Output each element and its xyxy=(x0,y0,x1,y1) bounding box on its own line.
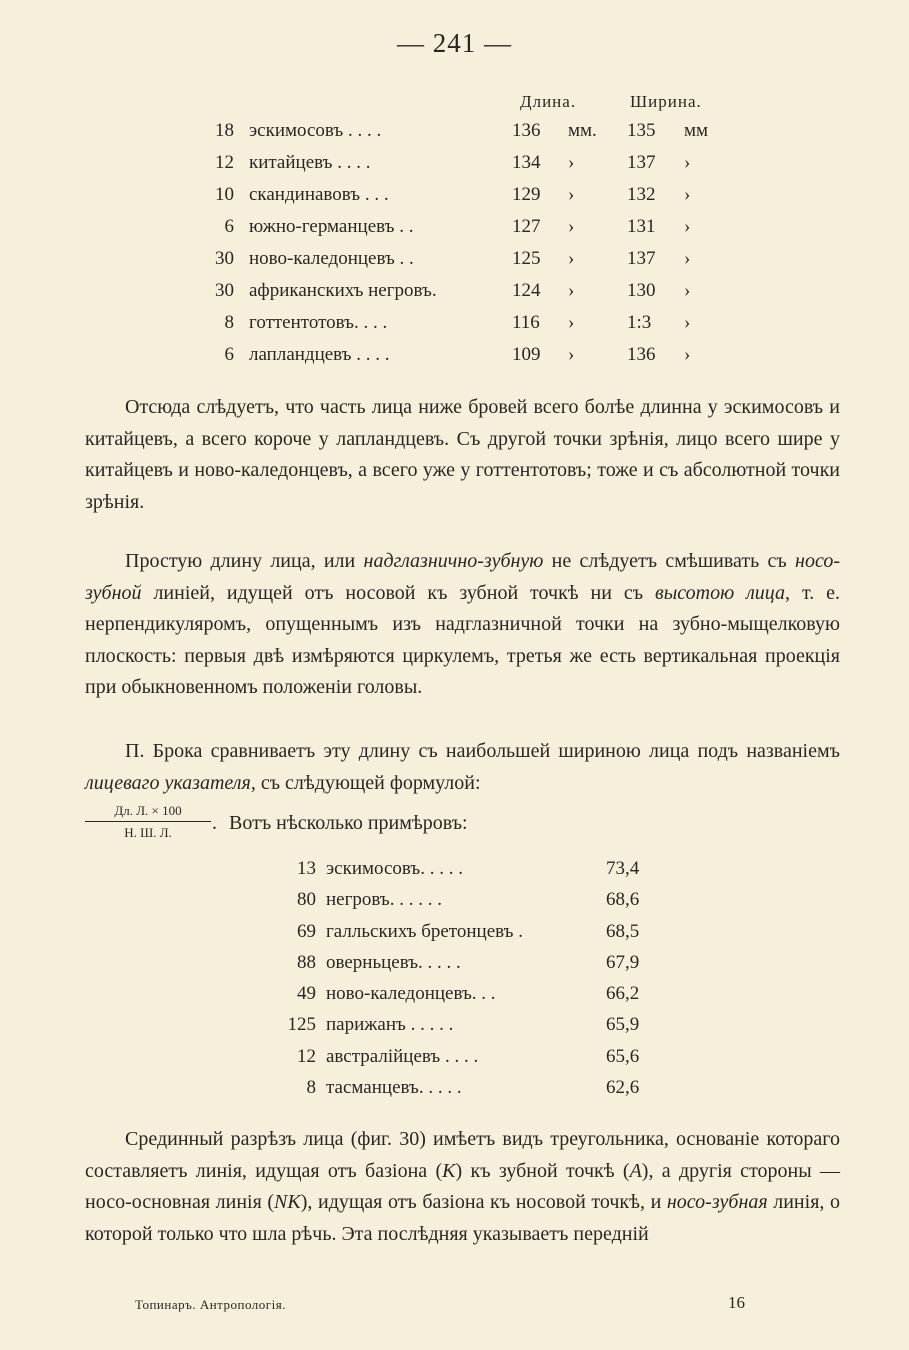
row-people: парижанъ . . . . . xyxy=(326,1014,454,1036)
italic-term: высотою лица xyxy=(655,581,786,604)
row-people: австралійцевъ . . . . xyxy=(326,1045,479,1067)
footer-book-title: Топинаръ. Антропологія. xyxy=(135,1297,286,1312)
row-length-unit: › xyxy=(568,216,575,237)
row-width-unit: › xyxy=(684,152,691,173)
row-index-value: 73,4 xyxy=(606,858,640,879)
paragraph-text: П. Брока сравниваетъ эту длину съ наибольшей шириною лица подъ названіемъ xyxy=(125,740,840,762)
row-people: готтентотовъ. . . . xyxy=(249,312,388,333)
row-length: 127 xyxy=(512,216,541,237)
facial-index-table xyxy=(280,856,680,1106)
row-count: 8 xyxy=(224,312,234,333)
footer-signature-number: 16 xyxy=(728,1293,745,1312)
row-people: скандинавовъ . . . xyxy=(249,184,389,205)
row-index-value: 65,9 xyxy=(606,1014,640,1036)
paragraph-face-length xyxy=(85,546,840,704)
row-people: тасманцевъ. . . . . xyxy=(326,1077,462,1099)
row-width-unit: › xyxy=(684,248,691,269)
table-row xyxy=(280,856,680,887)
row-count: 6 xyxy=(224,216,234,237)
table-row xyxy=(200,118,740,150)
row-count: 30 xyxy=(215,280,234,301)
paragraph-median-section xyxy=(85,1124,840,1250)
row-count: 10 xyxy=(215,184,234,205)
italic-term: A xyxy=(629,1159,642,1182)
paragraph-text: Срединный разрѣзъ лица (фиг. 30) имѣетъ видъ треугольника, основаніе котораго составляетъ линія, идущая отъ базіона ( xyxy=(85,1128,840,1182)
row-people: негровъ. . . . . . xyxy=(326,889,442,911)
facial-index-formula xyxy=(85,802,845,852)
table-row xyxy=(280,1075,680,1106)
row-people: эскимосовъ . . . . xyxy=(249,120,382,141)
row-width: 1:3 xyxy=(627,312,652,333)
row-length-unit: › xyxy=(568,248,575,269)
row-count: 49 xyxy=(297,983,316,1005)
row-count: 69 xyxy=(297,920,316,942)
row-width: 137 xyxy=(627,248,656,269)
italic-term: надглазнично-зубную xyxy=(363,550,544,572)
row-width-unit: › xyxy=(684,280,691,301)
row-length: 136 xyxy=(512,120,541,141)
row-people: китайцевъ . . . . xyxy=(249,152,371,173)
row-length-unit: › xyxy=(568,344,575,365)
row-width-unit: › xyxy=(684,312,691,333)
row-count: 80 xyxy=(297,889,316,911)
table-row xyxy=(280,887,680,918)
paragraph-text: ), идущая отъ базіона къ носовой точкѣ, и xyxy=(300,1191,667,1214)
paragraph-text: , т. е. нерпендикуляромъ, опущеннымъ изъ надглазничной точки на зубно-мыщелковую плоскость: первыя двѣ измѣряются циркулемъ, третья же есть вертикальная проекція при обыкновенномъ положеніи головы. xyxy=(85,581,840,699)
row-index-value: 65,6 xyxy=(606,1045,640,1067)
table-row xyxy=(280,1044,680,1075)
formula-period: . xyxy=(212,812,217,834)
row-count: 13 xyxy=(297,858,316,879)
table-row xyxy=(280,919,680,950)
row-length-unit: › xyxy=(568,184,575,205)
table-row xyxy=(200,310,740,342)
row-width: 132 xyxy=(627,184,656,205)
italic-term: NK xyxy=(274,1191,301,1214)
row-length-unit: › xyxy=(568,280,575,301)
table-row xyxy=(280,981,680,1012)
row-width: 130 xyxy=(627,280,656,301)
row-length: 109 xyxy=(512,344,541,365)
row-length-unit: мм. xyxy=(568,120,597,141)
paragraph-text: Отсюда слѣдуетъ, что часть лица ниже бровей всего болѣе длинна у эскимосовъ и китайцевъ, а всего короче у лапландцевъ. Съ другой точки зрѣнія, лицо всего шире у китайцевъ и ново-каледонцевъ, а всего уже у готтентотовъ; тоже и съ абсолютной точки зрѣнія. xyxy=(85,396,840,513)
row-width-unit: › xyxy=(684,216,691,237)
table-row xyxy=(200,342,740,374)
row-people: оверньцевъ. . . . . xyxy=(326,951,461,973)
paragraph-text: не слѣдуетъ смѣшивать съ xyxy=(543,550,796,572)
paragraph-text: Простую длину лица, или xyxy=(125,550,364,572)
row-index-value: 66,2 xyxy=(606,983,640,1005)
italic-term: носо-зубная xyxy=(666,1191,768,1214)
row-people: лапландцевъ . . . . xyxy=(249,344,390,365)
page-number: — 241 — xyxy=(397,28,512,58)
table-row xyxy=(200,214,740,246)
row-length: 124 xyxy=(512,280,541,301)
paragraph-text: ), а другія стороны — носо-основная линія ( xyxy=(85,1159,841,1214)
formula-denominator: Н. Ш. Л. xyxy=(124,825,172,840)
table-row xyxy=(200,150,740,182)
face-dimensions-table xyxy=(200,118,740,374)
column-header-width: Ширина. xyxy=(630,92,702,111)
table-row xyxy=(200,278,740,310)
row-count: 88 xyxy=(297,951,316,973)
table-row xyxy=(200,182,740,214)
table-row xyxy=(200,246,740,278)
paragraph-text: линіей, идущей отъ носовой къ зубной точкѣ ни съ xyxy=(141,581,656,604)
row-width-unit: › xyxy=(684,184,691,205)
paragraph-text: линія, о которой только что шла рѣчь. Эта послѣдняя указываетъ передній xyxy=(85,1191,840,1245)
row-length: 129 xyxy=(512,184,541,205)
row-people: ново-каледонцевъ. . . xyxy=(326,983,496,1005)
row-people: африканскихъ негровъ. xyxy=(249,280,437,301)
row-people: ново-каледонцевъ . . xyxy=(249,248,414,269)
row-width: 135 xyxy=(627,120,656,141)
row-people: галльскихъ бретонцевъ . xyxy=(326,920,523,942)
row-width: 136 xyxy=(627,344,656,365)
table-row xyxy=(280,1012,680,1043)
row-length-unit: › xyxy=(568,312,575,333)
paragraph-text: , съ слѣдующей формулой: xyxy=(250,771,481,794)
row-length-unit: › xyxy=(568,152,575,173)
italic-term: K xyxy=(442,1159,456,1182)
row-count: 125 xyxy=(287,1014,316,1036)
row-count: 8 xyxy=(306,1077,316,1099)
formula-followup-text: Вотъ нѣсколько примѣровъ: xyxy=(229,812,468,834)
row-length: 134 xyxy=(512,152,541,173)
row-length: 116 xyxy=(512,312,540,333)
table-row xyxy=(280,950,680,981)
italic-term: лицеваго указателя xyxy=(85,771,251,794)
paragraph-broca xyxy=(85,736,840,799)
row-width-unit: › xyxy=(684,344,691,365)
paragraph-conclusion xyxy=(85,392,840,518)
row-index-value: 68,6 xyxy=(606,889,640,911)
row-length: 125 xyxy=(512,248,541,269)
row-index-value: 68,5 xyxy=(606,920,640,942)
row-people: эскимосовъ. . . . . xyxy=(326,858,463,879)
row-width: 131 xyxy=(627,216,656,237)
formula-numerator: Дл. Л. × 100 xyxy=(85,802,211,822)
row-count: 6 xyxy=(224,344,234,365)
row-index-value: 62,6 xyxy=(606,1077,640,1099)
row-width: 137 xyxy=(627,152,656,173)
italic-term: носо-зубной xyxy=(85,550,840,604)
row-people: южно-германцевъ . . xyxy=(249,216,414,237)
row-count: 12 xyxy=(297,1045,316,1067)
row-index-value: 67,9 xyxy=(606,951,640,973)
paragraph-text: ) къ зубной точкѣ ( xyxy=(455,1159,630,1182)
row-count: 30 xyxy=(215,248,234,269)
formula-fraction xyxy=(85,802,211,841)
column-header-length: Длина. xyxy=(520,92,577,111)
row-width-unit: мм xyxy=(684,120,709,141)
row-count: 18 xyxy=(215,120,234,141)
row-count: 12 xyxy=(215,152,234,173)
